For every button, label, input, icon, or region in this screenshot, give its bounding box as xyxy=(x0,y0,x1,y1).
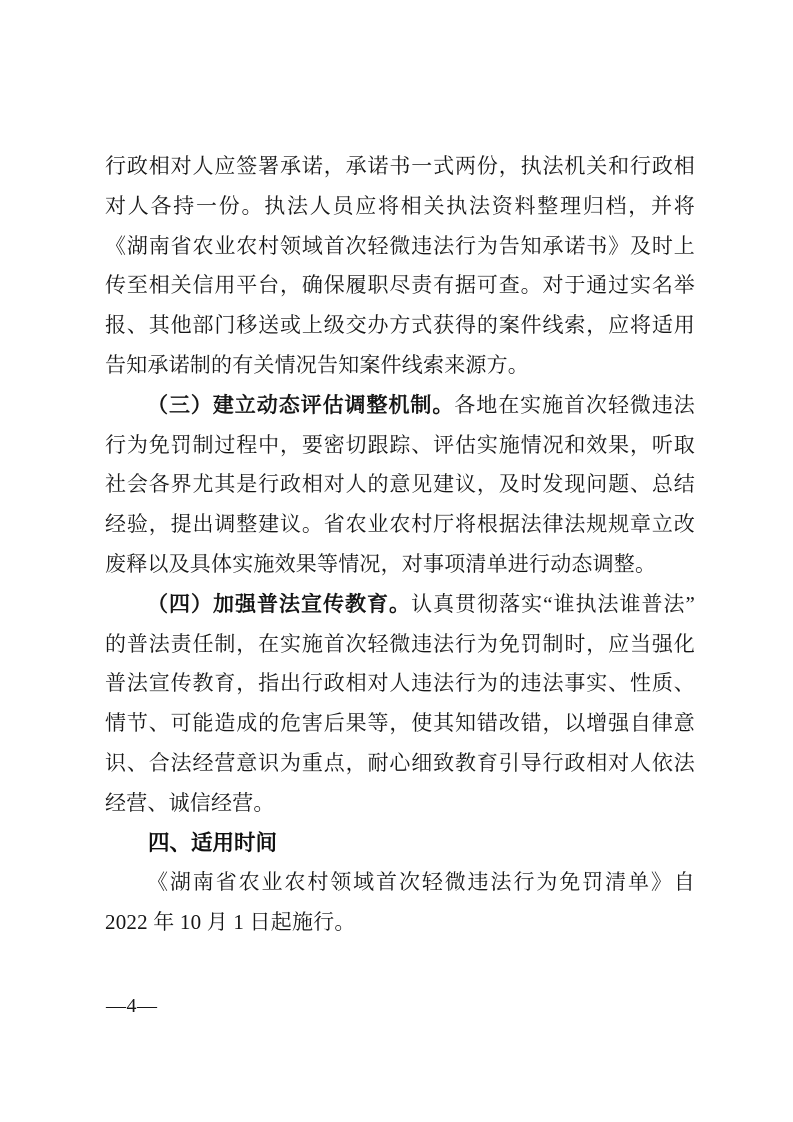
paragraph-item-3 xyxy=(105,386,695,585)
paragraph-effective-date xyxy=(105,863,695,943)
page-number xyxy=(106,994,158,1018)
paragraph-continuation xyxy=(105,147,695,386)
section-heading-text: 四、适用时间 xyxy=(148,830,278,855)
paragraph-text: 认真贯彻落实“谁执法谁普法”的普法责任制，在实施首次轻微违法行为免罚制时，应当强化普法宣传教育，指出行政相对人违法行为的违法事实、性质、情节、可能造成的危害后果等，使其知错改错，以增强自律意识、合法经营意识为重点，耐心细致教育引导行政相对人依法经营、诚信经营。 xyxy=(105,591,695,815)
paragraph-bold-lead: （四）加强普法宣传教育。 xyxy=(147,591,412,616)
section-heading-applicable-time xyxy=(105,824,695,864)
paragraph-bold-lead: （三）建立动态评估调整机制。 xyxy=(147,392,455,417)
document-content xyxy=(105,147,695,943)
paragraph-text: 《湖南省农业农村领域首次轻微违法行为免罚清单》自 2022 年 10 月 1 日起施行。 xyxy=(105,870,695,935)
paragraph-text: 各地在实施首次轻微违法行为免罚制过程中，要密切跟踪、评估实施情况和效果，听取社会各界尤其是行政相对人的意见建议，及时发现问题、总结经验，提出调整建议。省农业农村厅将根据法律法规规章立改废释以及具体实施效果等情况，对事项清单进行动态调整。 xyxy=(105,392,695,576)
page-number-label: —4— xyxy=(106,995,158,1017)
paragraph-item-4 xyxy=(105,585,695,824)
paragraph-text: 行政相对人应签署承诺，承诺书一式两份，执法机关和行政相对人各持一份。执法人员应将相关执法资料整理归档，并将《湖南省农业农村领域首次轻微违法行为告知承诺书》及时上传至相关信用平台，确保履职尽责有据可查。对于通过实名举报、其他部门移送或上级交办方式获得的案件线索，应将适用告知承诺制的有关情况告知案件线索来源方。 xyxy=(105,154,695,377)
